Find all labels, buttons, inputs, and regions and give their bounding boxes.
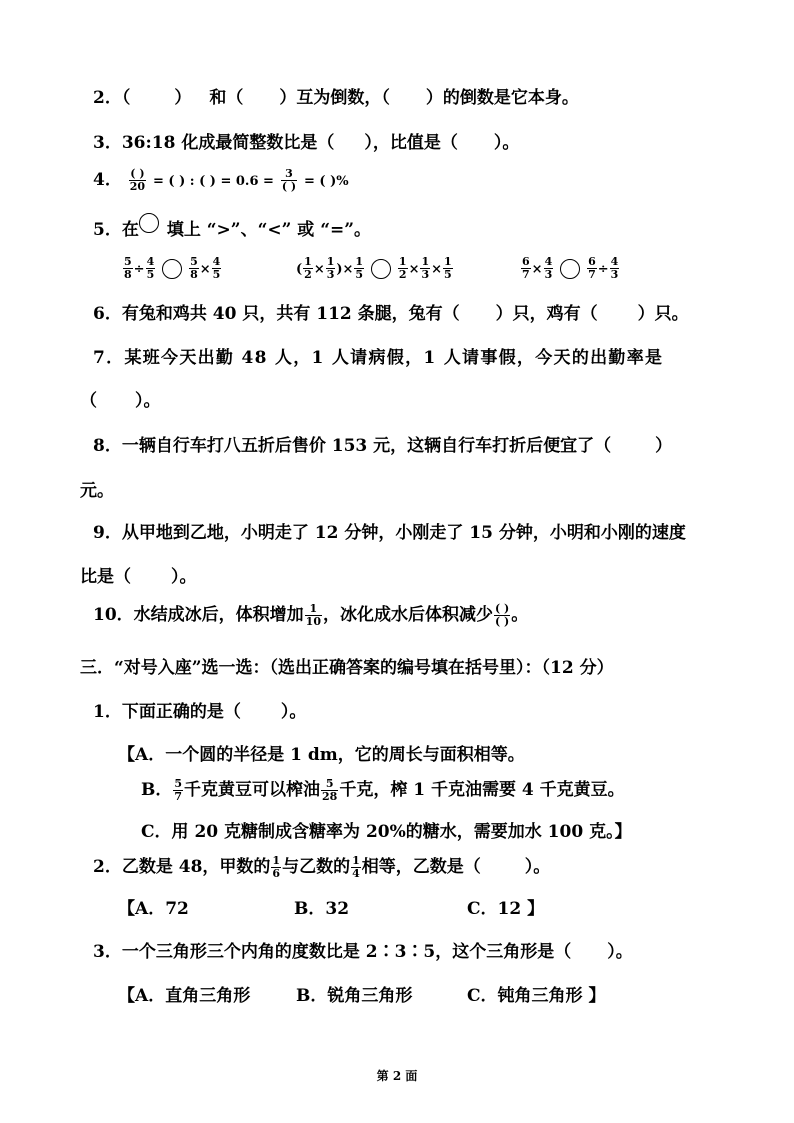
question-number: 7． xyxy=(93,348,125,368)
question-2 xyxy=(93,86,579,110)
question-number: 1． xyxy=(93,702,122,722)
question-number: 3． xyxy=(93,942,122,962)
blank-close: ）。 xyxy=(524,857,551,877)
question-6 xyxy=(93,302,689,326)
fraction: $\frac{1}{2}$ xyxy=(398,255,407,281)
fraction: $\frac{5}{8}$ xyxy=(124,255,132,281)
fraction: $\frac{1}{5}$ xyxy=(355,255,364,281)
fraction: $\frac{6}{7}$ xyxy=(522,255,530,281)
q9-text-b: 比是（ xyxy=(80,567,131,587)
compare-circle[interactable] xyxy=(162,259,182,279)
s3-option-b-wrap xyxy=(296,984,412,1008)
q2-text-b: ）互为倒数，（ xyxy=(279,88,390,108)
option-a: 【A．72 xyxy=(118,899,189,919)
blank-close: ）。 xyxy=(280,702,307,722)
fraction: $\frac{5}{28}$ xyxy=(322,777,338,803)
q6-text-c: ）只。 xyxy=(637,304,689,324)
s1-text: 下面正确的是（ xyxy=(121,702,241,722)
fraction: $\frac{1}{2}$ xyxy=(304,255,312,281)
circle-icon xyxy=(139,213,159,233)
fraction: $\frac{4}{3}$ xyxy=(544,255,553,281)
s2-text-c: 相等，乙数是（ xyxy=(361,857,481,877)
blank-close: ） xyxy=(174,88,192,108)
option-a xyxy=(118,743,525,767)
q6-text-a: 有兔和鸡共 40 只，共有 112 条腿，兔有（ xyxy=(121,304,460,324)
operator: × xyxy=(408,262,420,277)
compare-row xyxy=(296,256,454,282)
q7-text-a: 某班今天出勤 48 人，1 人请病假，1 人请事假，今天的出勤率是 xyxy=(124,348,664,368)
question-9 xyxy=(93,521,686,545)
section-title: 三．“对号入座”选一选：（选出正确答案的编号填在括号里）：（12 分） xyxy=(80,658,614,678)
fraction: $\frac{1}{3}$ xyxy=(326,255,335,281)
question-3 xyxy=(93,131,519,155)
q4-equation-a: = ( ) : ( ) = 0.6 = xyxy=(153,174,274,189)
q4-equation-b: = ( )% xyxy=(304,174,349,189)
s2-option-b-wrap xyxy=(294,897,349,921)
operator: × xyxy=(313,262,325,277)
blank-close: ）。 xyxy=(171,567,197,587)
option-b xyxy=(141,778,625,803)
q3-text-a: 36:18 化成最简整数比是（ xyxy=(121,133,335,153)
question-4 xyxy=(93,168,349,194)
option-b-text-a: 千克黄豆可以榨油 xyxy=(184,780,321,800)
option-a: 【A．直角三角形 xyxy=(118,986,251,1006)
q8-text-a: 一辆自行车打八五折后售价 153 元，这辆自行车打折后便宜了（ xyxy=(121,436,612,456)
page-footer: 第 2 面 xyxy=(376,1069,418,1083)
s2-text-b: 与乙数的 xyxy=(282,857,351,877)
question-number: 3． xyxy=(93,133,122,153)
option-c: C．12 】 xyxy=(467,899,545,919)
option-b-label: B． xyxy=(141,780,173,800)
compare-circle[interactable] xyxy=(371,259,391,279)
fraction: $\frac{( )}{20}$ xyxy=(129,167,146,193)
question-number: 5． xyxy=(93,220,122,240)
operator: × xyxy=(431,262,443,277)
s2-text-a: 乙数是 48，甲数的 xyxy=(121,857,271,877)
q2-text-c: ）的倒数是它本身。 xyxy=(425,88,579,108)
blank-close: ）。 xyxy=(135,391,161,411)
q5-text-a: 在 xyxy=(121,220,139,240)
question-number: 10． xyxy=(93,605,134,625)
fraction: $\frac{4}{5}$ xyxy=(212,255,221,281)
blank-open: （ xyxy=(121,88,131,108)
section-3-title xyxy=(80,656,614,680)
s3-option-a-wrap xyxy=(118,984,250,1008)
option-c: C．钝角三角形 】 xyxy=(467,986,606,1006)
fraction: $\frac{1}{6}$ xyxy=(272,854,281,880)
s3-option-c-wrap xyxy=(467,984,605,1008)
s2-options xyxy=(118,897,189,921)
question-number: 8． xyxy=(93,436,122,456)
q5-text-b: 填上 “>”、“<” 或 “=”。 xyxy=(166,220,372,240)
question-10 xyxy=(93,603,528,628)
compare-circle[interactable] xyxy=(560,259,580,279)
compare-row xyxy=(520,256,620,282)
blank-close: ） xyxy=(655,436,673,456)
fraction: $\frac{1}{5}$ xyxy=(444,255,452,281)
fraction: $\frac{( )}{( )}$ xyxy=(494,602,510,628)
paren: ( xyxy=(296,262,303,277)
fraction: $\frac{5}{7}$ xyxy=(174,777,183,803)
question-9-cont xyxy=(80,565,197,589)
option-c-text: C．用 20 克糖制成含糖率为 20%的糖水，需要加水 100 克。】 xyxy=(141,822,632,842)
fraction: $\frac{1}{4}$ xyxy=(352,854,360,880)
blank-open: （ xyxy=(80,391,97,411)
q10-text-b: ，冰化成水后体积减少 xyxy=(322,605,493,625)
fraction: $\frac{5}{8}$ xyxy=(190,255,198,281)
fraction: $\frac{6}{7}$ xyxy=(588,255,596,281)
fraction: $\frac{1}{10}$ xyxy=(305,602,321,628)
question-number: 9． xyxy=(93,523,122,543)
fraction: $\frac{4}{3}$ xyxy=(610,255,619,281)
q9-text-a: 从甲地到乙地，小明走了 12 分钟，小刚走了 15 分钟，小明和小刚的速度 xyxy=(121,523,686,543)
fraction: $\frac{3}{( )}$ xyxy=(281,167,297,193)
q8-text-b: 元。 xyxy=(80,481,114,501)
question-8 xyxy=(93,434,672,458)
operator: ÷ xyxy=(133,262,145,277)
choice-question-3 xyxy=(93,940,633,964)
s2-option-c-wrap xyxy=(467,897,544,921)
q3-text-c: ）。 xyxy=(493,133,520,153)
question-number: 2． xyxy=(93,88,122,108)
choice-question-1 xyxy=(93,700,306,724)
blank-close: ）。 xyxy=(607,942,633,962)
fraction: $\frac{1}{3}$ xyxy=(421,255,430,281)
compare-row xyxy=(122,256,222,282)
choice-question-2 xyxy=(93,855,550,880)
option-c xyxy=(141,820,632,844)
question-number: 2． xyxy=(93,857,122,877)
q10-text-c: 。 xyxy=(511,605,529,625)
question-7-cont xyxy=(80,389,161,413)
operator: × xyxy=(531,262,543,277)
question-7 xyxy=(93,346,663,370)
q10-text-a: 水结成冰后，体积增加 xyxy=(133,605,304,625)
q2-text-a: 和（ xyxy=(209,88,244,108)
option-b: B．32 xyxy=(294,899,350,919)
question-number: 6． xyxy=(93,304,122,324)
question-number: 4． xyxy=(93,170,122,190)
s3-text: 一个三角形三个内角的度数比是 2∶3∶5，这个三角形是（ xyxy=(121,942,572,962)
q3-text-b: ），比值是（ xyxy=(364,133,458,153)
fraction: $\frac{4}{5}$ xyxy=(146,255,155,281)
q6-text-b: ）只，鸡有（ xyxy=(495,304,598,324)
operator: × xyxy=(199,262,211,277)
operator: )× xyxy=(336,262,354,277)
option-b-text-b: 千克，榨 1 千克油需要 4 千克黄豆。 xyxy=(339,780,625,800)
option-b: B．锐角三角形 xyxy=(296,986,413,1006)
option-a-text: 【A．一个圆的半径是 1 dm，它的周长与面积相等。 xyxy=(118,745,525,765)
operator: ÷ xyxy=(597,262,609,277)
question-5 xyxy=(93,218,371,242)
question-8-cont xyxy=(80,479,114,503)
